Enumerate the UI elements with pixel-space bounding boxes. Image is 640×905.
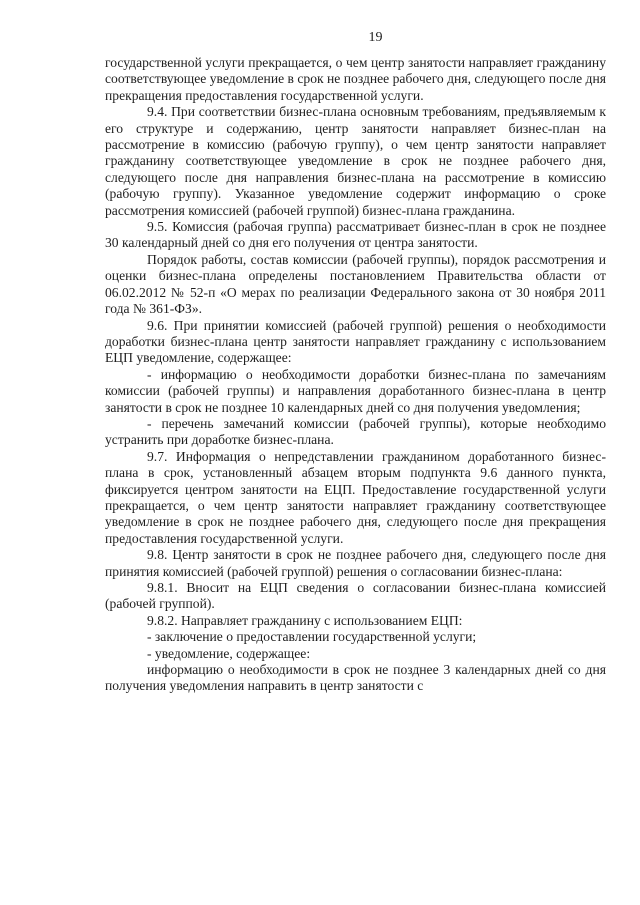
document-body — [105, 55, 606, 695]
list-item: - информацию о необходимости доработки бизнес-плана по замечаниям комиссии (рабочей группы) и направления доработанного бизнес-плана в центр занятости в срок не позднее 10 календарных дней со дня получения уведомления; — [105, 366, 606, 415]
page-number: 19 — [368, 30, 383, 45]
paragraph-9-5: 9.5. Комиссия (рабочая группа) рассматривает бизнес-план в срок не позднее 30 календарный дней со дня его получения от центра занятости. — [105, 219, 606, 251]
paragraph-9-8-1: 9.8.1. Вносит на ЕЦП сведения о согласовании бизнес-плана комиссией (рабочей группой). — [105, 580, 606, 612]
list-item: - перечень замечаний комиссии (рабочей группы), которые необходимо устранить при доработке бизнес-плана. — [105, 415, 606, 448]
paragraph: информацию о необходимости в срок не позднее 3 календарных дней со дня получения уведомления направить в центр занятости с — [105, 662, 606, 694]
paragraph: Порядок работы, состав комиссии (рабочей группы), порядок рассмотрения и оценки бизнес-плана определены постановлением Правительства области от 06.02.2012 № 52-п «О мерах по реализации Федерального закона от 30 ноября 2011 года № 361-ФЗ». — [105, 251, 606, 317]
paragraph-9-6: 9.6. При принятии комиссией (рабочей группой) решения о необходимости доработки бизнес-плана центр занятости направляет гражданину с использованием ЕЦП уведомление, содержащее: — [105, 317, 606, 366]
list-item: - уведомление, содержащее: — [147, 645, 311, 661]
paragraph-9-8-2: 9.8.2. Направляет гражданину с использованием ЕЦП: — [147, 612, 463, 628]
paragraph-9-7: 9.7. Информация о непредставлении гражданином доработанного бизнес-плана в срок, установленный абзацем вторым подпункта 9.6 данного пункта, фиксируется центром занятости на ЕЦП. Предоставление государственной услуги прекращается, о чем центр занятости направляет гражданину соответствующее уведомление в срок не позднее рабочего дня, следующего после дня прекращения предоставления государственной услуги. — [105, 448, 606, 546]
paragraph-9-4: 9.4. При соответствии бизнес-плана основным требованиям, предъявляемым к его структуре и содержанию, центр занятости направляет бизнес-план на рассмотрение в комиссию (рабочую группу), о чем центр занятости направляет гражданину соответствующее уведомление в срок не позднее рабочего дня, следующего после дня направления бизнес-плана на рассмотрение в комиссию (рабочую группу). Указанное уведомление содержит информацию о сроке рассмотрения комиссией (рабочей группой) бизнес-плана гражданина. — [105, 104, 606, 218]
paragraph: государственной услуги прекращается, о чем центр занятости направляет гражданину соответствующее уведомление в срок не позднее рабочего дня, следующего после дня прекращения предоставления государственной услуги. — [105, 55, 606, 103]
list-item: - заключение о предоставлении государственной услуги; — [147, 629, 477, 645]
paragraph-9-8: 9.8. Центр занятости в срок не позднее рабочего дня, следующего после дня принятия комиссией (рабочей группой) решения о согласовании бизнес-плана: — [105, 547, 606, 579]
